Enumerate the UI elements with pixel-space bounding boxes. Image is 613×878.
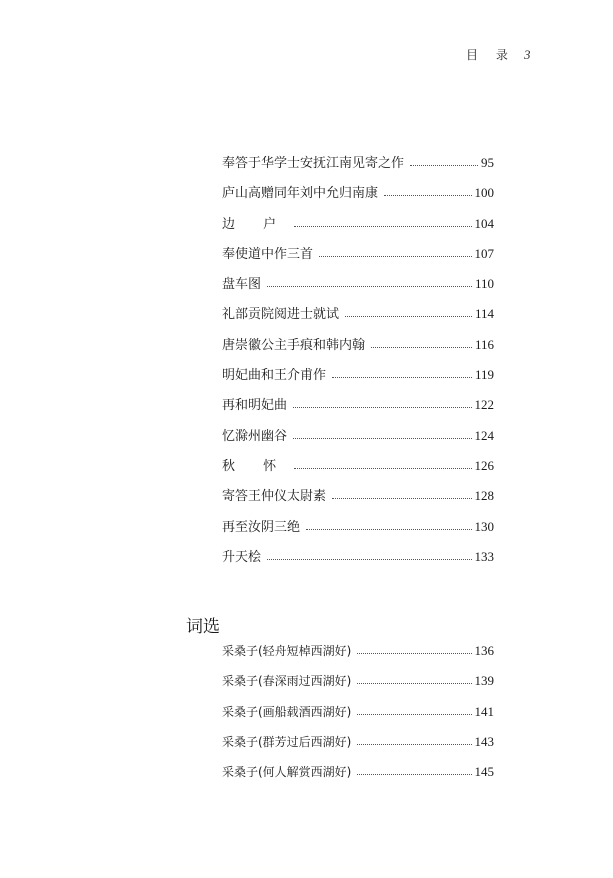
toc-entry-title: 采桑子(何人解赏西湖好) [222,765,352,780]
dot-leader [267,286,472,287]
toc-entry-page: 143 [474,733,494,749]
dot-leader [410,165,478,166]
toc-entry-page: 116 [474,336,494,352]
toc-entry-page: 95 [481,155,494,170]
toc-entry-page: 130 [474,518,494,534]
dot-leader [357,683,471,684]
toc-entry[interactable] [222,733,494,763]
toc-entry[interactable] [222,703,494,733]
toc-entry-title: 礼部贡院阅进士就试 [222,307,340,323]
toc-entry-title: 再和明妃曲 [222,398,288,414]
toc-entry-page: 100 [474,185,494,201]
toc-entry[interactable] [222,394,494,424]
toc-entry[interactable] [222,485,494,515]
toc-entry-title: 再至汝阴三绝 [222,519,301,535]
toc-entry-page: 104 [474,215,494,231]
toc-list-poems [222,152,494,576]
dot-leader [294,226,471,227]
dot-leader [306,529,471,530]
toc-entry-title: 采桑子(轻舟短棹西湖好) [222,644,352,658]
toc-entry-page: 141 [474,703,494,719]
toc-entry-title: 寄答王仲仪太尉素 [222,489,327,505]
toc-entry-page: 133 [474,548,494,564]
toc-entry[interactable] [222,273,494,303]
toc-entry[interactable] [222,334,494,364]
toc-entry[interactable] [222,763,494,793]
toc-entry-title: 庐山高赠同年刘中允归南康 [222,186,379,202]
toc-entry[interactable] [222,516,494,546]
toc-entry-title: 秋 怀 [222,458,289,474]
toc-entry[interactable] [222,213,494,243]
toc-entry-page: 122 [474,397,494,413]
running-head [0,46,613,66]
toc-entry[interactable] [222,303,494,333]
toc-entry-page: 110 [474,276,494,292]
toc-entry-title: 明妃曲和王介甫作 [222,368,327,384]
toc-entry[interactable] [222,546,494,576]
toc-list-ci [222,642,494,793]
section-heading-ci: 词选 [186,617,220,637]
toc-entry-title: 忆滁州幽谷 [222,428,288,444]
toc-entry-title: 升天桧 [222,549,262,565]
toc-entry[interactable] [222,243,494,273]
toc-entry-page: 107 [474,245,494,261]
dot-leader [357,774,471,775]
dot-leader [267,559,471,560]
dot-leader [371,347,472,348]
toc-entry-page: 128 [474,488,494,504]
dot-leader [332,498,471,499]
toc-entry[interactable] [222,455,494,485]
toc-entry-title: 奉答于华学士安抚江南见寄之作 [222,156,405,171]
dot-leader [294,468,471,469]
toc-entry-title: 采桑子(群芳过后西湖好) [222,734,352,749]
toc-entry-title: 边 户 [222,216,289,232]
toc-entry-title: 采桑子(画船载酒西湖好) [222,704,352,719]
dot-leader [293,407,471,408]
page-number: 3 [524,47,531,62]
toc-entry[interactable] [222,642,494,672]
toc-entry-title: 采桑子(春深雨过西湖好) [222,674,352,689]
running-head-title: 目 录 [466,48,515,62]
toc-entry[interactable] [222,182,494,212]
dot-leader [357,653,471,654]
toc-entry-page: 126 [474,457,494,473]
toc-entry-page: 139 [474,673,494,689]
toc-entry-title: 唐崇徽公主手痕和韩内翰 [222,337,366,353]
toc-entry[interactable] [222,364,494,394]
dot-leader [357,744,471,745]
toc-entry-page: 145 [474,764,494,780]
dot-leader [357,714,471,715]
toc-entry[interactable] [222,425,494,455]
toc-entry[interactable] [222,152,494,182]
dot-leader [293,438,471,439]
dot-leader [319,256,471,257]
dot-leader [384,195,471,196]
toc-entry-page: 136 [474,643,494,658]
dot-leader [332,377,472,378]
toc-entry-title: 盘车图 [222,277,262,293]
dot-leader [345,316,472,317]
toc-entry-page: 119 [474,367,494,383]
toc-entry[interactable] [222,672,494,702]
toc-entry-page: 124 [474,427,494,443]
toc-entry-title: 奉使道中作三首 [222,246,314,262]
toc-entry-page: 114 [474,306,494,322]
